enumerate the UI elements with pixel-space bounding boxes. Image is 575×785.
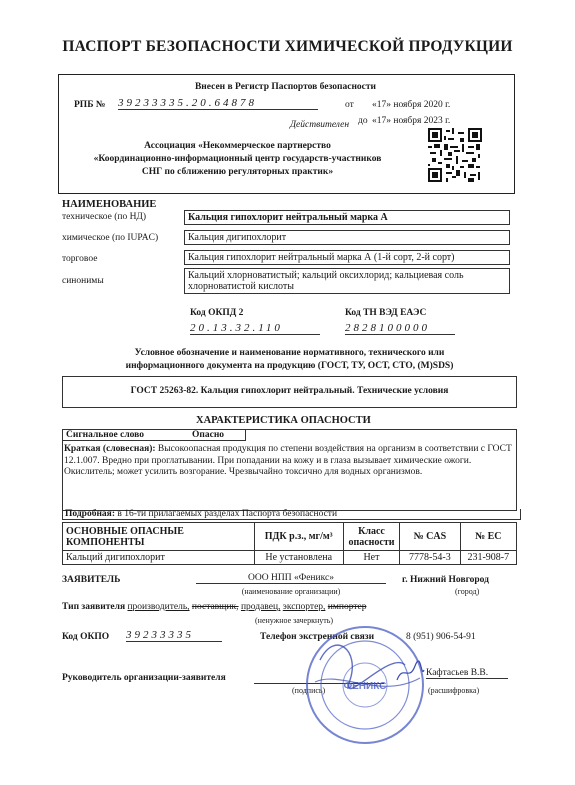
hazard-heading: ХАРАКТЕРИСТИКА ОПАСНОСТИ	[196, 415, 371, 426]
normative-line2: информационного документа на продукцию (ГОСТ, ТУ, ОСТ, СТО, (M)SDS)	[125, 361, 454, 371]
detailed-row	[62, 509, 521, 520]
head-name: Кафтасьев В.В.	[426, 668, 508, 679]
components-header-4: № ЕС	[460, 523, 516, 551]
table-cell: 231-908-7	[460, 551, 516, 565]
type-caption: (ненужное зачеркнуть)	[255, 616, 334, 625]
table-row	[63, 551, 517, 565]
signal-label: Сигнальное слово	[66, 430, 144, 440]
naming-heading: НАИМЕНОВАНИЕ	[62, 199, 157, 210]
to-label: до	[358, 116, 368, 126]
valid-label: Действителен	[290, 120, 350, 130]
type-item: поставщик,	[191, 602, 239, 612]
trade-label: торговое	[62, 254, 98, 264]
okpd-label: Код ОКПД 2	[190, 308, 244, 318]
chemical-value: Кальция дигипохлорит	[184, 230, 510, 245]
synonyms-value: Кальций хлорноватистый; кальций оксихлорид; кальциевая соль хлорноватистой кислоты	[184, 268, 510, 294]
decode-caption: (расшифровка)	[428, 686, 480, 695]
type-label: Тип заявителя	[62, 602, 126, 612]
qr-code-icon	[428, 128, 482, 182]
to-date: «17» ноября 2023 г.	[372, 116, 451, 126]
table-cell: Не установлена	[254, 551, 343, 565]
signature-icon	[395, 660, 425, 684]
components-header-1: ПДК р.з., мг/м³	[254, 523, 343, 551]
normative-line1: Условное обозначение и наименование нормативного, технического или	[134, 348, 445, 358]
type-item: производитель,	[127, 602, 190, 612]
phone-value: 8 (951) 906-54-91	[406, 632, 476, 642]
type-item: продавец,	[240, 602, 281, 612]
from-date: «17» ноября 2020 г.	[372, 100, 451, 110]
brief-label: Краткая (словесная):	[64, 444, 156, 454]
trade-value: Кальция гипохлорит нейтральный марка А (1-й сорт, 2-й сорт)	[184, 250, 510, 265]
org-caption: (наименование организации)	[241, 587, 341, 596]
phone-label: Телефон экстренной связи	[260, 632, 375, 642]
sign-caption: (подпись)	[292, 686, 326, 695]
tnved-label: Код ТН ВЭД ЕАЭС	[345, 308, 427, 318]
brief-text	[64, 444, 514, 479]
rpb-number: 39233335.20.64878	[118, 97, 318, 110]
components-header-2: Класс опасности	[343, 523, 399, 551]
technical-label: техническое (по НД)	[62, 212, 147, 222]
components-header-0: ОСНОВНЫЕ ОПАСНЫЕ КОМПОНЕНТЫ	[63, 523, 255, 551]
type-item: импортер	[327, 602, 367, 612]
type-row	[62, 602, 366, 612]
table-cell: 7778-54-3	[400, 551, 460, 565]
brief-value: Высокоопасная продукция по степени воздействия на организм в соответствии с ГОСТ 12.1.007. Вредно при проглатывании. При попадании на кожу и в глаза вызывает химические ожоги. Окислитель; может усилить возгорание. Чрезвычайно токсично для водных организмов.	[64, 444, 512, 478]
rpb-label: РПБ №	[74, 100, 106, 110]
assoc-line1: Ассоциация «Некоммерческое партнерство	[144, 141, 331, 151]
stamp-icon	[300, 620, 430, 750]
tnved-value: 2828100000	[345, 322, 455, 335]
table-cell: Кальций дигипохлорит	[63, 551, 255, 565]
stamp-text: ФЕНИКС	[343, 681, 387, 692]
city-caption: (город)	[455, 587, 480, 596]
okpo-value: 39233335	[126, 629, 222, 642]
detailed-value: в 16-ти прилагаемых разделах Паспорта безопасности	[117, 509, 338, 519]
technical-value: Кальция гипохлорит нейтральный марка А	[184, 210, 510, 225]
assoc-line2: «Координационно-информационный центр государств-участников	[93, 154, 382, 164]
assoc-line3: СНГ по сближению регуляторных практик»	[141, 167, 334, 177]
from-label: от	[345, 100, 354, 110]
head-label: Руководитель организации-заявителя	[62, 673, 226, 683]
chemical-label: химическое (по IUPAC)	[62, 233, 159, 243]
page-title: ПАСПОРТ БЕЗОПАСНОСТИ ХИМИЧЕСКОЙ ПРОДУКЦИИ	[62, 38, 513, 55]
normative-value: ГОСТ 25263-82. Кальция гипохлорит нейтральный. Технические условия	[130, 386, 449, 396]
okpd-value: 20.13.32.110	[190, 322, 320, 335]
detailed-label: Подробная:	[65, 509, 115, 519]
applicant-label: ЗАЯВИТЕЛЬ	[62, 575, 121, 585]
okpo-label: Код ОКПО	[62, 632, 110, 642]
type-item: экспортер,	[282, 602, 326, 612]
applicant-city: г. Нижний Новгород	[402, 575, 489, 585]
signal-value: Опасно	[192, 430, 225, 440]
registry-entered: Внесен в Регистр Паспортов безопасности	[194, 82, 377, 92]
components-header-3: № CAS	[400, 523, 460, 551]
applicant-org: ООО НПП «Феникс»	[196, 573, 386, 584]
synonyms-label: синонимы	[62, 276, 104, 286]
components-table	[62, 522, 517, 565]
table-cell: Нет	[343, 551, 399, 565]
